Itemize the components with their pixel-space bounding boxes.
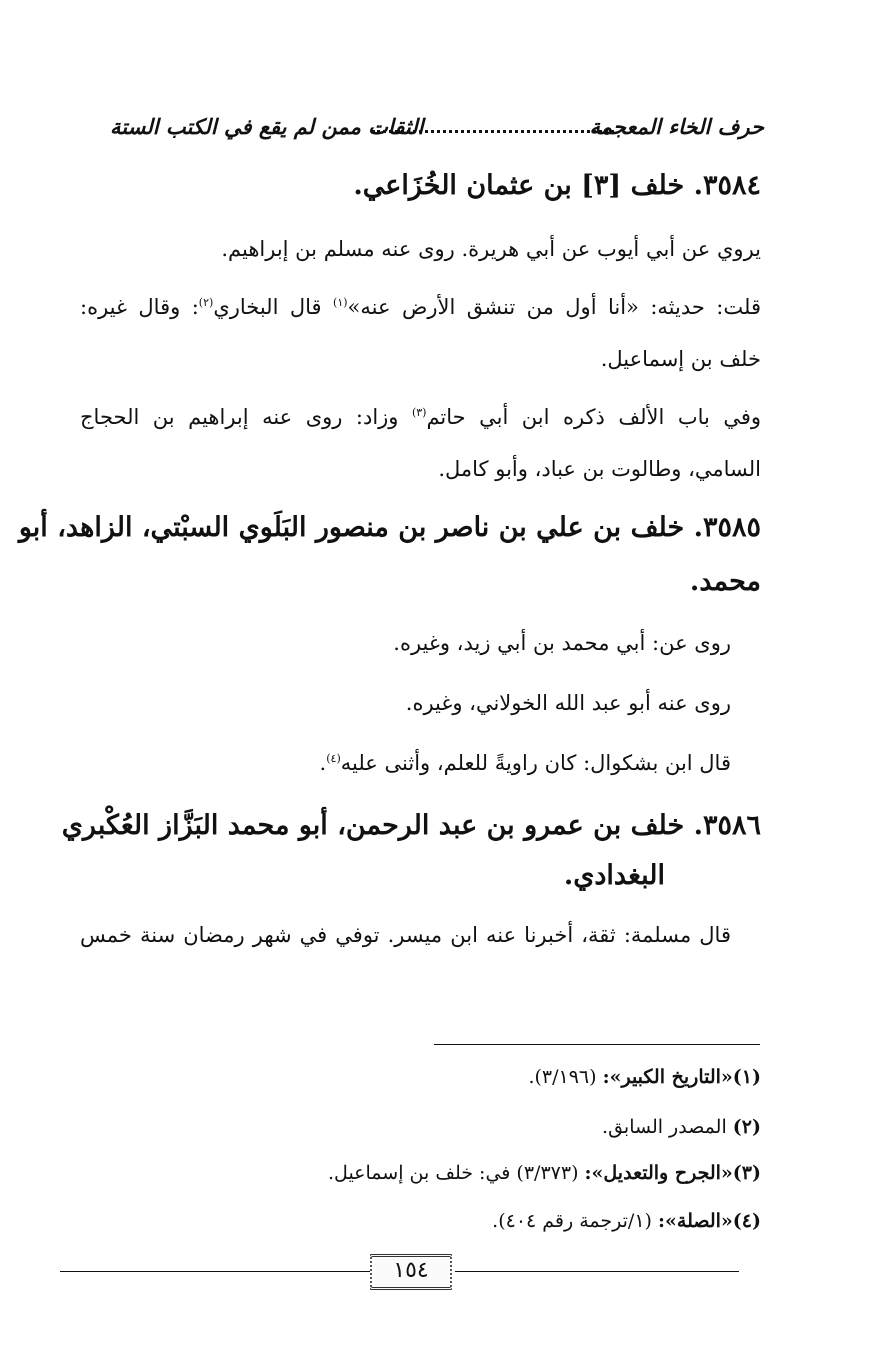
- footnote-ref-3[interactable]: (٣): [411, 406, 427, 419]
- header-chapter: حرف الخاء المعجمة: [589, 114, 764, 139]
- entry-3585-bashkuwal: قال ابن بشكوال: كان راويةً للعلم، وأثنى عليه: [340, 751, 731, 775]
- header-dot-leader: [372, 120, 614, 133]
- footnote-4: [492, 1206, 761, 1236]
- entry-3585-line-2: روى عنه أبو عبد الله الخولاني، وغيره.: [405, 691, 731, 715]
- footnote-ref-1[interactable]: (١): [333, 296, 348, 309]
- entry-3584-line-5: السامي، وطالوت بن عباد، وأبو كامل.: [438, 457, 761, 481]
- entry-3584-line-2: [80, 290, 761, 324]
- footnote-3-text: (٣/٣٧٣) في: خلف بن إسماعيل.: [328, 1162, 585, 1184]
- entry-heading-3584: ٣٥٨٤. خلف [٣] بن عثمان الخُزَاعي.: [353, 170, 761, 201]
- footnote-ref-2[interactable]: (٢): [198, 296, 214, 309]
- entry-3584-bukhari: قال البخاري: [213, 295, 322, 319]
- bottom-rule-right: [455, 1271, 739, 1272]
- entry-3585-line-1: روى عن: أبي محمد بن أبي زيد، وغيره.: [393, 631, 731, 655]
- footnote-rule: [434, 1044, 760, 1045]
- footnote-4-text: (١/ترجمة رقم ٤٠٤).: [492, 1210, 658, 1232]
- entry-3584-other: : وقال غيره:: [80, 295, 199, 319]
- entry-3584-zad: وزاد: روى عنه إبراهيم بن الحجاج: [80, 405, 412, 429]
- entry-heading-3585: ٣٥٨٥. خلف بن علي بن ناصر بن منصور البَلَوي السبْتي، الزاهد، أبو: [18, 512, 761, 543]
- page-number: ١٥٤: [370, 1254, 452, 1290]
- entry-3585-line-3: قال ابن بشكوال: كان راويةً للعلم، وأثنى عليه$^{(٤)}$.: [319, 751, 731, 775]
- entry-3584-line-3: خلف بن إسماعيل.: [600, 347, 761, 371]
- entry-3584-quote: قلت: حديثه: «أنا أول من تنشق الأرض عنه»: [347, 295, 761, 319]
- footnote-1: [528, 1062, 761, 1092]
- footnote-4-label: (٤)«الصلة»:: [658, 1210, 761, 1232]
- entry-3584-alif: وفي باب الألف ذكره ابن أبي حاتم: [426, 405, 762, 429]
- footnote-1-label: (١)«التاريخ الكبير»:: [602, 1066, 761, 1088]
- footnote-2-label: (٢): [732, 1116, 761, 1138]
- entry-heading-3585-cont: محمد.: [689, 566, 761, 597]
- footnote-3: [328, 1158, 761, 1188]
- footnote-ref-4[interactable]: (٤): [326, 752, 341, 765]
- entry-heading-3586: ٣٥٨٦. خلف بن عمرو بن عبد الرحمن، أبو محمد البَزَّاز العُكْبري: [61, 810, 761, 841]
- footnote-1-text: (٣/١٩٦).: [528, 1066, 603, 1088]
- entry-3586-line-1: قال مسلمة: ثقة، أخبرنا عنه ابن ميسر. توفي في شهر رمضان سنة خمس: [80, 923, 731, 947]
- footnote-3-label: (٣)«الجرح والتعديل»:: [584, 1162, 761, 1184]
- entry-heading-3586-cont: البغدادي.: [563, 860, 665, 891]
- entry-3584-line-1: يروي عن أبي أيوب عن أبي هريرة. روى عنه مسلم بن إبراهيم.: [221, 237, 761, 261]
- footnote-2-text: المصدر السابق.: [602, 1116, 733, 1138]
- entry-3584-line-4: [80, 400, 761, 434]
- running-header: [110, 112, 764, 142]
- header-book-title: الثقات ممن لم يقع في الكتب الستة: [110, 114, 424, 139]
- bottom-rule-left: [60, 1271, 370, 1272]
- footnote-2: [602, 1112, 761, 1142]
